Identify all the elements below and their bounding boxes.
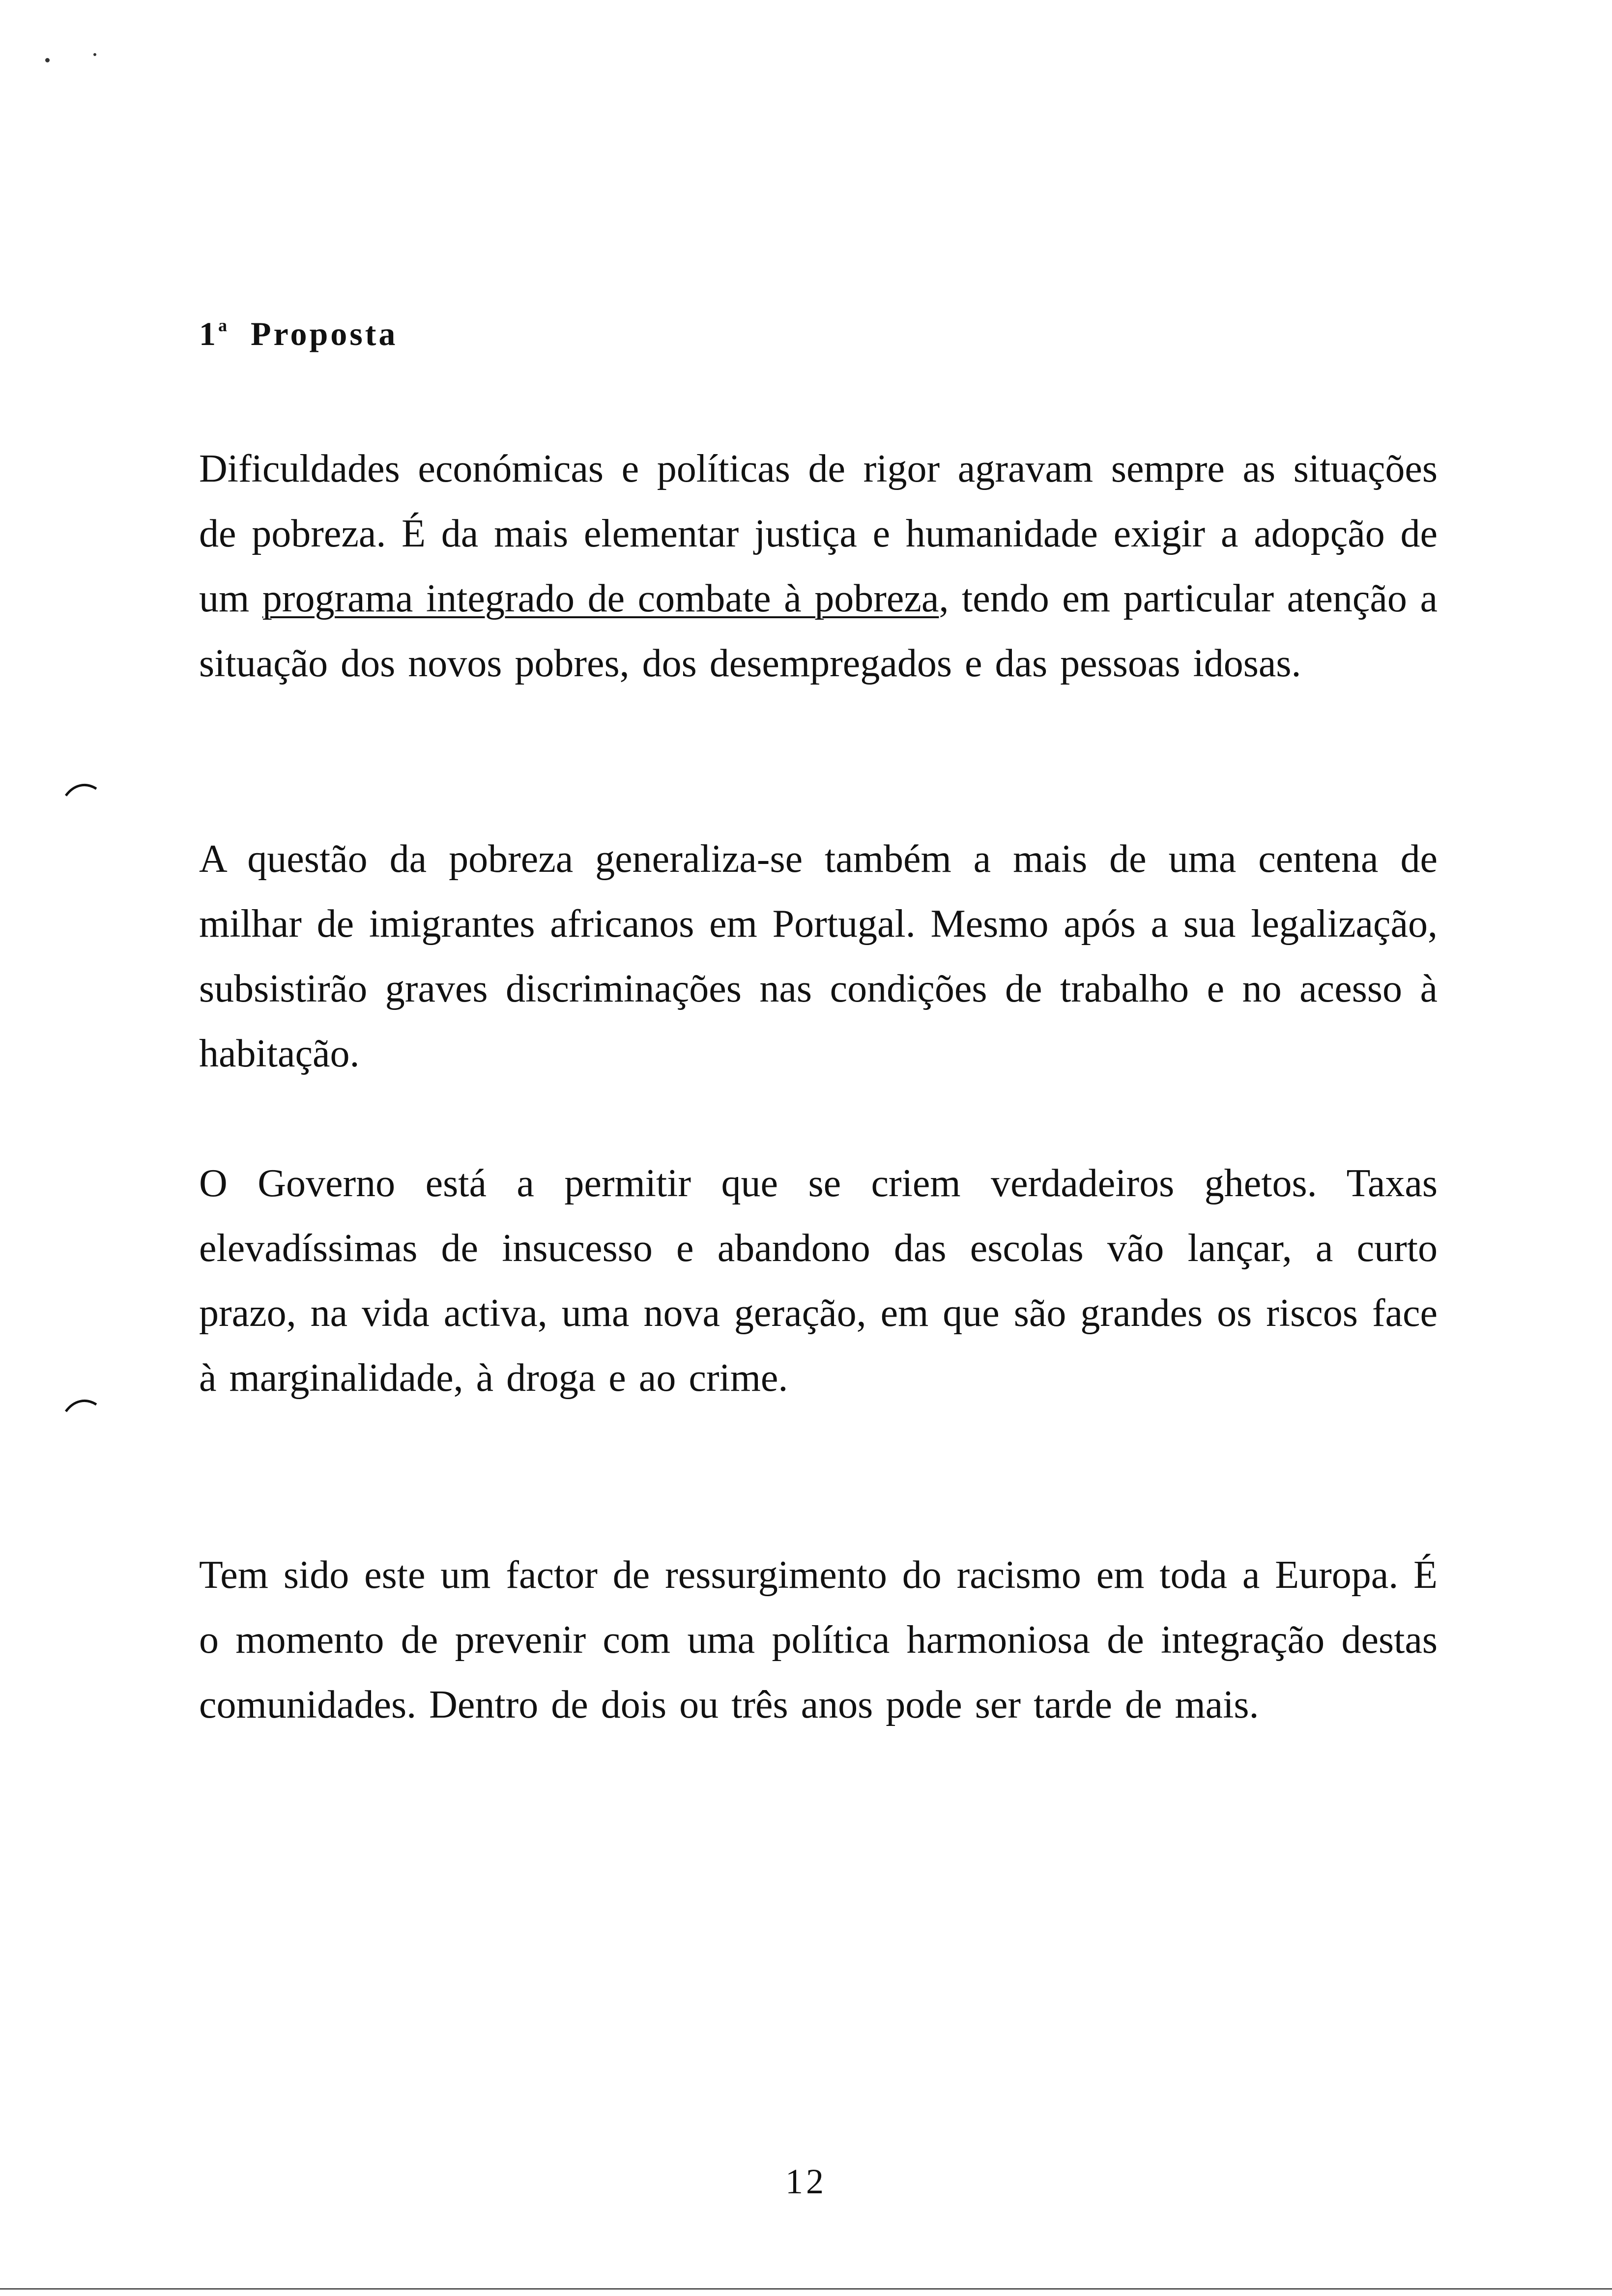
heading-title: Proposta <box>251 315 398 352</box>
underlined-phrase: programa integrado de combate à pobreza <box>262 577 939 620</box>
paragraph-2: A questão da pobreza generaliza-se também a mais de uma centena de milhar de imigrantes africanos em Portugal. Mesmo após a sua legalização, subsistirão graves discriminações nas condições de trabalho e no acesso à habitação. <box>199 837 1438 1075</box>
paragraph-1: Dificuldades económicas e políticas de rigor agravam sempre as situações de pobreza. É da mais elementar justiça e humanidade exigir a adopção de um programa integrado de combate à pobreza, tendo em particular atenção a situação dos novos pobres, dos desempregados e das pessoas idosas. <box>199 447 1438 685</box>
scan-speck <box>45 58 50 62</box>
paragraph-3: O Governo está a permitir que se criem verdadeiros ghetos. Taxas elevadíssimas de insucesso e abandono das escolas vão lançar, a curto prazo, na vida activa, uma nova geração, em que são grandes os riscos face à marginalidade, à droga e ao crime. <box>199 1162 1438 1400</box>
page-number: 12 <box>785 2162 827 2201</box>
scan-speck <box>93 53 96 56</box>
margin-hole-punch-mark <box>64 779 98 799</box>
section-heading <box>199 315 398 353</box>
margin-hole-punch-mark <box>64 1395 98 1414</box>
paragraph-4: Tem sido este um factor de ressurgimento do racismo em toda a Europa. É o momento de prevenir com uma política harmoniosa de integração destas comunidades. Dentro de dois ou três anos pode ser tarde de mais. <box>199 1553 1438 1726</box>
heading-ordinal: 1$^a$ <box>199 315 227 352</box>
scan-edge-line <box>0 2288 1612 2290</box>
